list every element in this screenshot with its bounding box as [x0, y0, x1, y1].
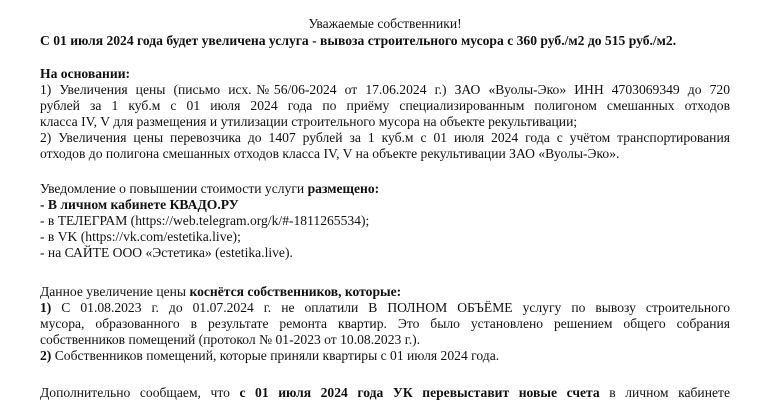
basis-item-2-line-2: отходов до полигона смешанных отходов класса IV, V на объекте рекультивации ЗАО «Вуолы-Эко».: [40, 146, 620, 161]
extra-notice: Дополнительно сообщаем, что с 01 июля 2024 года УК перевыставит новые счета в личном кабинете: [40, 385, 730, 400]
affected-item-1-line-1: 1) С 01.08.2023 г. до 01.07.2024 г. не оплатили В ПОЛНОМ ОБЪЁМЕ услугу по вывозу строительного: [40, 300, 730, 315]
notice-intro: Уведомление о повышении стоимости услуги размещено:: [40, 181, 380, 196]
notice-cabinet: - В личном кабинете КВАДО.РУ: [40, 197, 239, 212]
document-title: Уважаемые собственники!: [308, 16, 462, 31]
basis-item-2-line-1: 2) Увеличения цены перевозчика до 1407 рублей за 1 куб.м с 01 июля 2024 года с учётом транспортирования: [40, 130, 730, 145]
basis-item-1-line-2: рублей за 1 куб.м с 01 июля 2024 года по приёму специализированным полигоном смешанных отходов: [40, 98, 730, 113]
notice-telegram: - в ТЕЛЕГРАМ (https://web.telegram.org/k/#-1811265534);: [40, 213, 370, 228]
notice-site: - на САЙТЕ ООО «Эстетика» (estetika.live).: [40, 245, 293, 260]
affected-intro: Данное увеличение цены коснётся собственников, которые:: [40, 284, 402, 299]
basis-item-1-line-1: 1) Увеличения цены (письмо исх.№56/06-2024 от 17.06.2024 г.) ЗАО «Вуолы-Эко» ИНН 4703069349 до 720: [40, 82, 730, 97]
affected-item-1-line-2: мусора, образованного в результате ремонта квартир. Это было установлено решением общего собрания: [40, 316, 730, 331]
basis-item-1-line-3: класса IV, V для размещения и утилизации строительного мусора на объекте рекультивации;: [40, 114, 578, 129]
basis-heading: На основании:: [40, 66, 131, 81]
affected-item-1-line-3: собственников помещений (протокол № 01-2023 от 10.08.2023 г.).: [40, 332, 421, 347]
affected-item-2: 2) Собственников помещений, которые приняли квартиры с 01 июля 2024 года.: [40, 348, 500, 363]
notice-vk: - в VK (https://vk.com/estetika.live);: [40, 229, 241, 244]
document-headline: С 01 июля 2024 года будет увеличена услуга - вывоза строительного мусора с 360 руб./м2 до 515 руб./м2.: [40, 33, 677, 48]
